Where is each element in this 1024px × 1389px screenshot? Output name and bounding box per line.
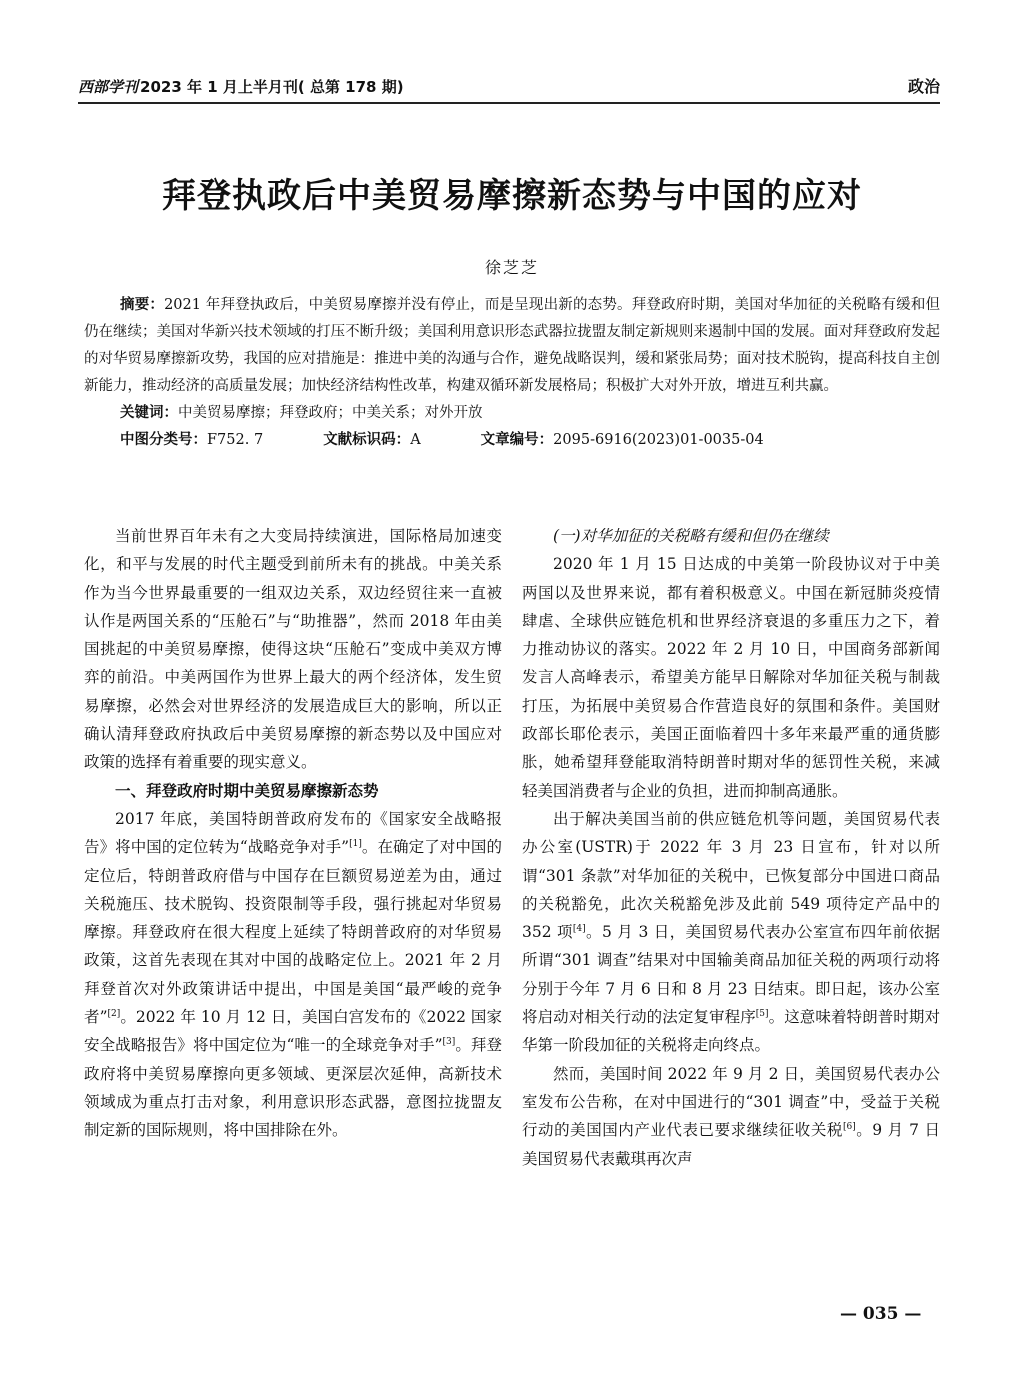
text-run: 2017 年底，美国特朗普政府发布的《国家安全战略报告》将中国的定位转为“战略竞争对手” [84, 809, 502, 857]
clc-cell [120, 427, 263, 454]
body-paragraph: 当前世界百年未有之大变局持续演进，国际格局加速变化，和平与发展的时代主题受到前所未有的挑战。中美关系作为当今世界最重要的一组双边关系，双边经贸往来一直被认作是两国关系的“压舱石”与“助推器”，然而 2018 年由美国挑起的中美贸易摩擦，使得这块“压舱石”变成中美双方博弈的前沿。中美两国作为世界上最大的两个经济体，发生贸易摩擦，必然会对世界经济的发展造成巨大的影响，所以正确认清拜登政府执政后中美贸易摩擦的新态势以及中国应对政策的选择有着重要的现实意义。 [84, 527, 502, 772]
body-column-left [84, 522, 502, 1145]
abstract-paragraph [84, 292, 940, 400]
citation-ref: [4] [572, 924, 586, 934]
article-no-value: 2095-6916(2023)01-0035-04 [553, 432, 764, 448]
text-run: 。2022 年 10 月 12 日，美国白宫发布的《2022 国家安全战略报告》将中国定位为“唯一的全球竞争对手” [84, 1008, 502, 1055]
subsection-heading: (一)对华加征的关税略有缓和但仍在继续 [553, 527, 829, 545]
body-paragraph [522, 1060, 940, 1173]
journal-logo: 西部学刊 [78, 78, 139, 96]
abstract-label: 摘要： [120, 297, 165, 313]
body-column-right [522, 522, 940, 1173]
article-author: 徐芝芝 [484, 258, 539, 277]
citation-ref: [5] [755, 1008, 769, 1019]
section-label: 政治 [907, 77, 940, 96]
doc-code-value: A [410, 432, 421, 448]
text-run: 。在确定了对中国的定位后，特朗普政府借与中国存在巨额贸易逆差为由，通过关税施压、技术脱钩、投资限制等手段，强行挑起对华贸易摩擦。拜登政府在很大程度上延续了特朗普政府的对华贸易政策，这首先表现在其对中国的战略定位上。2021 年 2 月拜登首次对外政策讲话中提出，中国是美国“最严峻的竞争者” [84, 838, 502, 1027]
page-number: — 035 — [840, 1304, 922, 1324]
issue-label: 2023 年 1 月上半月刊( 总第 178 期) [140, 78, 404, 96]
running-header [78, 72, 940, 104]
citation-ref: [1] [349, 839, 362, 850]
text-run: 。5 月 3 日，美国贸易代表办公室宣布四年前依据所谓“301 调查”结果对中国输美商品加征关税的两项行动将分别于今年 7 月 6 日和 8 月 23 日结束。即日起，该办公室将启动对相关行动的法定复审程序 [522, 923, 940, 1027]
body-paragraph [84, 805, 502, 1145]
doc-code-label: 文献标识码： [323, 432, 411, 448]
keywords-text: 中美贸易摩擦；拜登政府；中美关系；对外开放 [178, 405, 483, 421]
keywords-line [84, 400, 940, 427]
keywords-label: 关键词： [120, 405, 178, 421]
abstract-block [84, 292, 940, 454]
article-no-label: 文章编号： [480, 432, 554, 448]
citation-ref: [6] [842, 1122, 856, 1133]
text-run: 。拜登政府将中美贸易摩擦向更多领域、更深层次延伸，高新技术领域成为重点打击对象，利用意识形态武器，意图拉拢盟友制定新的国际规则，将中国排除在外。 [84, 1036, 502, 1140]
doc-code-cell [323, 427, 420, 454]
citation-ref: [3] [442, 1037, 456, 1048]
text-run: 出于解决美国当前的供应链危机等问题，美国贸易代表办公室(USTR)于 2022 年 3 月 23 日宣布，针对以所谓“301 条款”对华加征的关税中，已恢复部分中国进口商品的关税豁免，此次关税豁免涉及此前 549 项待定产品中的 352 项 [522, 809, 940, 942]
body-paragraph: 2020 年 1 月 15 日达成的中美第一阶段协议对于中美两国以及世界来说，都有着积极意义。中国在新冠肺炎疫情肆虐、全球供应链危机和世界经济衰退的多重压力之下，着力推动协议的落实。2022 年 2 月 10 日，中国商务部新闻发言人高峰表示，希望美方能早日解除对华加征关税与制裁打压，为拓展中美贸易合作营造良好的氛围和条件。美国财政部长耶伦表示，美国正面临着四十多年来最严重的通货膨胀，她希望拜登能取消特朗普时期对华的惩罚性关税，来减轻美国消费者与企业的负担，进而抑制高通胀。 [522, 555, 940, 800]
citation-ref: [2] [107, 1008, 121, 1019]
clc-value: F752. 7 [207, 432, 264, 448]
body-paragraph [522, 805, 940, 1060]
text-run: 。9 月 7 日美国贸易代表戴琪再次声 [522, 1121, 940, 1168]
journal-issue-info [78, 76, 404, 102]
text-run: 然而，美国时间 2022 年 9 月 2 日，美国贸易代表办公室发布公告称，在对中国进行的“301 调查”中，受益于关税行动的美国国内产业代表已要求继续征收关税 [522, 1064, 940, 1140]
article-no-cell [481, 427, 764, 454]
classification-line [84, 427, 940, 454]
section-heading: 一、拜登政府时期中美贸易摩擦新态势 [115, 781, 379, 800]
clc-label: 中图分类号： [120, 432, 207, 448]
abstract-text: 2021 年拜登执政后，中美贸易摩擦并没有停止，而是呈现出新的态势。拜登政府时期，美国对华加征的关税略有缓和但仍在继续；美国对华新兴技术领域的打压不断升级；美国利用意识形态武器拉拢盟友制定新规则来遏制中国的发展。面对拜登政府发起的对华贸易摩擦新攻势，我国的应对措施是：推进中美的沟通与合作，避免战略误判，缓和紧张局势；面对技术脱钩，提高科技自主创新能力，推动经济的高质量发展；加快经济结构性改革，构建双循环新发展格局；积极扩大对外开放，增进互利共赢。 [84, 297, 941, 394]
article-title: 拜登执政后中美贸易摩擦新态势与中国的应对 [162, 176, 862, 216]
text-run: 。这意味着特朗普时期对华第一阶段加征的关税将走向终点。 [522, 1008, 940, 1055]
